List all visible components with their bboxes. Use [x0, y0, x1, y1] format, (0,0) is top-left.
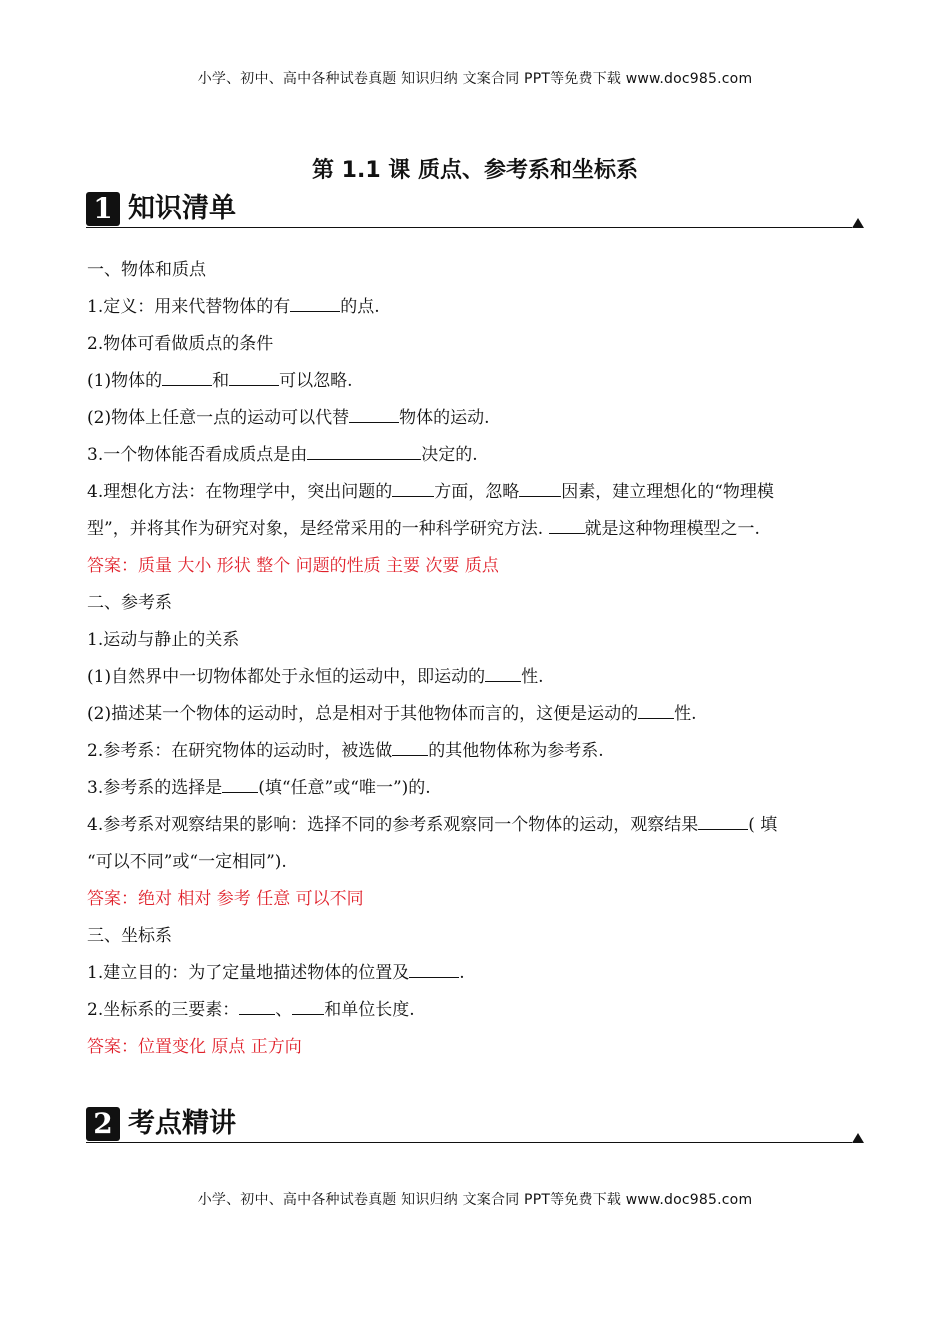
paragraph: 1.建立目的：为了定量地描述物体的位置及 . — [87, 955, 865, 992]
paragraph: (2)描述某一个物体的运动时，总是相对于其他物体而言的，这便是运动的 性. — [87, 696, 865, 733]
paragraph: 2.参考系：在研究物体的运动时，被选做 的其他物体称为参考系. — [87, 733, 865, 770]
paragraph: 3.参考系的选择是 (填“任意”或“唯一”)的. — [87, 770, 865, 807]
answer-line: 答案：质量 大小 形状 整个 问题的性质 主要 次要 质点 — [87, 556, 499, 576]
fill-blank — [392, 478, 434, 497]
fill-blank — [698, 811, 748, 830]
fill-blank — [239, 996, 275, 1015]
paragraph: 3.一个物体能否看成质点是由 决定的. — [87, 437, 865, 474]
section-rule — [86, 1142, 852, 1143]
page-header: 小学、初中、高中各种试卷真题 知识归纳 文案合同 PPT等免费下载 www.doc985.com — [197, 71, 753, 87]
part1-heading: 一、物体和质点 — [87, 260, 206, 280]
paragraph: “可以不同”或“一定相同”). — [87, 852, 287, 872]
fill-blank — [162, 367, 212, 386]
section-heading: 知识清单 — [128, 193, 236, 224]
fill-blank — [307, 441, 421, 460]
part2-heading: 二、参考系 — [87, 593, 172, 613]
fill-blank — [222, 774, 258, 793]
paragraph: 1.运动与静止的关系 — [87, 630, 240, 650]
content-body — [87, 252, 865, 1066]
fill-blank — [290, 293, 340, 312]
fill-blank — [229, 367, 279, 386]
answer-line: 答案：位置变化 原点 正方向 — [87, 1037, 302, 1057]
fill-blank — [485, 663, 521, 682]
answer-line: 答案：绝对 相对 参考 任意 可以不同 — [87, 889, 364, 909]
triangle-marker-icon — [852, 1133, 864, 1143]
section-number-badge: 2 — [86, 1107, 120, 1141]
fill-blank — [392, 737, 428, 756]
triangle-marker-icon — [852, 218, 864, 228]
paragraph: 2.坐标系的三要素： 、 和单位长度. — [87, 992, 865, 1029]
page-title: 第 1.1 课 质点、参考系和坐标系 — [312, 158, 638, 183]
paragraph: (2)物体上任意一点的运动可以代替 物体的运动. — [87, 400, 865, 437]
fill-blank — [638, 700, 674, 719]
section-knowledge-list — [86, 192, 864, 228]
page-footer: 小学、初中、高中各种试卷真题 知识归纳 文案合同 PPT等免费下载 www.doc985.com — [197, 1192, 753, 1208]
paragraph: (1)自然界中一切物体都处于永恒的运动中，即运动的 性. — [87, 659, 865, 696]
fill-blank — [292, 996, 324, 1015]
part3-heading: 三、坐标系 — [87, 926, 172, 946]
fill-blank — [349, 404, 399, 423]
section-rule — [86, 227, 852, 228]
fill-blank — [549, 515, 585, 534]
paragraph: 4.理想化方法：在物理学中，突出问题的 方面，忽略 因素，建立理想化的“物理模 — [87, 474, 865, 511]
fill-blank — [519, 478, 561, 497]
paragraph: 1.定义：用来代替物体的有 的点. — [87, 289, 865, 326]
fill-blank — [409, 959, 459, 978]
section-number-badge: 1 — [86, 192, 120, 226]
paragraph: 4.参考系对观察结果的影响：选择不同的参考系观察同一个物体的运动，观察结果 ( 填 — [87, 807, 865, 844]
section-heading: 考点精讲 — [128, 1108, 236, 1139]
section-key-points — [86, 1107, 864, 1143]
paragraph: 2.物体可看做质点的条件 — [87, 334, 274, 354]
paragraph: 型”，并将其作为研究对象，是经常采用的一种科学研究方法. 就是这种物理模型之一. — [87, 511, 865, 548]
paragraph: (1)物体的 和 可以忽略. — [87, 363, 865, 400]
